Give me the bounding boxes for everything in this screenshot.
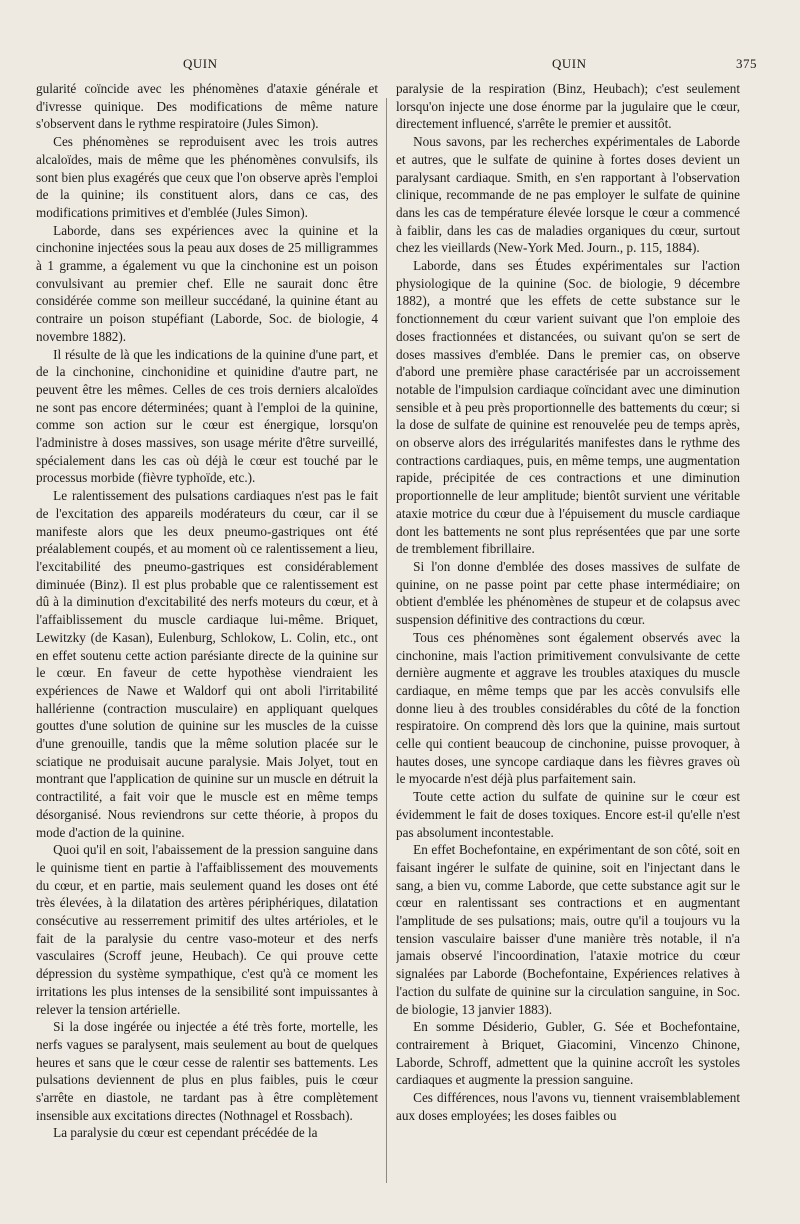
paragraph: Si l'on donne d'emblée des doses massives de sulfate de quinine, on ne passe point par cette phase intermédiaire; on obtient d'emblée les phénomènes de stupeur et de colapsus avec suspension définitive des contractions du cœur. [396, 558, 740, 628]
paragraph: Quoi qu'il en soit, l'abaissement de la pression sanguine dans le quinisme tient en partie à l'affaiblissement des mouvements du cœur, et en partie, mais seulement quand les doses ont été très élevées, à la dilatation des artères périphériques, dilatation consécutive au resserrement primitif des ultes artérioles, et le fait de la paralysie du centre vaso-moteur et des nerfs vasculaires (Scroff jeune, Heubach). Ce qui prouve cette dépression du système sympathique, c'est qu'à ce moment les irritations les plus intenses de la sensibilité sont impuissantes à relever la tension artérielle. [36, 842, 378, 1017]
paragraph: En somme Désiderio, Gubler, G. Sée et Bochefontaine, contrairement à Briquet, Giacomini, Vincenzo Chinone, Laborde, Schroff, admettent que la quinine accroît les systoles cardiaques et augmente la pression sanguine. [396, 1019, 740, 1088]
paragraph: gularité coïncide avec les phénomènes d'ataxie générale et d'ivresse quinique. Des modifications de même nature s'observent dans le rythme respiratoire (Jules Simon). [36, 81, 378, 132]
paragraph: Il résulte de là que les indications de la quinine d'une part, et de la cinchonine, cinchonidine et quinidine d'autre part, ne peuvent être les mêmes. Celles de ces trois derniers alcaloïdes ne sont pas encore déterminées; quant à l'emploi de la quinine, comme son action sur le cœur est énergique, lorsqu'on l'administre à doses massives, son usage mérite d'être surveillé, spécialement dans les cas où déjà le cœur est touché par le processus morbide (fièvre typhoïde, etc.). [36, 346, 378, 486]
paragraph: Toute cette action du sulfate de quinine sur le cœur est évidemment le fait de doses toxiques. Encore est-il qu'elle n'est pas absolument incontestable. [396, 789, 740, 840]
running-head [0, 56, 800, 76]
paragraph: paralysie de la respiration (Binz, Heubach); c'est seulement lorsqu'on injecte une dose énorme par la jugulaire que le cœur, directement influencé, s'arrête le premier et aussitôt. [396, 81, 740, 132]
paragraph: Ces phénomènes se reproduisent avec les trois autres alcaloïdes, mais de même que les phénomènes convulsifs, ils sont bien plus exagérés que ceux que l'on observe après l'emploi de la quinine; ils constituent alors, dans ce cas, des modifications primitives et d'emblée (Jules Simon). [36, 134, 378, 220]
page-number: 375 [736, 56, 757, 71]
running-title-left: QUIN [183, 56, 218, 71]
paragraph: Laborde, dans ses Études expérimentales sur l'action physiologique de la quinine (Soc. de biologie, 9 décembre 1882), a montré que les effets de cette substance sur le fonctionnement du cœur varient suivant que l'on emploie des doses fractionnées et distancées, ou suivant qu'on se sert de doses massives d'emblée. Dans le premier cas, on observe d'abord une première phase caractérisée par un accroissement notable de l'impulsion cardiaque coïncidant avec une diminution sensible et à peu près proportionnelle des battements du cœur; si la dose de sulfate de quinine est renouvelée peu de temps après, on observe alors des irrégularités manifestes dans le rythme des contractions cardiaques, puis, en même temps, une augmentation rapide, précipitée de ces contractions et une diminution proportionnelle de leur amplitude; bientôt survient une véritable ataxie motrice du cœur due à l'épuisement du muscle cardiaque dont les battements ne sont plus représentées que par une sorte de tremblement fibrillaire. [396, 258, 740, 557]
paragraph: Ces différences, nous l'avons vu, tiennent vraisemblablement aux doses employées; les doses faibles ou [396, 1090, 740, 1123]
column-divider [386, 98, 387, 1183]
paragraph: La paralysie du cœur est cependant précédée de la [53, 1125, 318, 1141]
paragraph: Nous savons, par les recherches expérimentales de Laborde et autres, que le sulfate de quinine à fortes doses devient un paralysant cardiaque. Smith, en s'en rapportant à l'observation clinique, recommande de ne pas employer le sulfate de quinine dans les cas de température élevée lorsque le cœur a commencé à faiblir, dans les cas de maladies organiques du cœur, surtout chez les vieillards (New-York Med. Journ., p. 115, 1884). [396, 134, 740, 256]
paragraph: Si la dose ingérée ou injectée a été très forte, mortelle, les nerfs vagues se paralysent, mais seulement au bout de quelques heures et sans que le cœur cesse de ralentir ses battements. Les pulsations deviennent de plus en plus faibles, puis le cœur s'arrête en diastole, ne tardant pas à être complètement insensible aux excitations directes (Nothnagel et Rossbach). [36, 1019, 378, 1123]
left-column [36, 80, 378, 1184]
paragraph: En effet Bochefontaine, en expérimentant de son côté, soit en faisant ingérer le sulfate de quinine, soit en l'injectant dans le sang, a bien vu, comme Laborde, que cette substance agit sur le cœur en ralentissant ses contractions et en augmentant l'amplitude de ses pulsations; mais, outre qu'il a toujours vu la tension vasculaire baisser d'une manière très notable, il n'a jamais observé l'incoordination, l'ataxie motrice du cœur signalées par Laborde (Bochefontaine, Expériences relatives à l'action du sulfate de quinine sur la circulation sanguine, in Soc. de biologie, 13 janvier 1883). [396, 842, 740, 1017]
right-column [396, 80, 740, 1184]
paragraph: Tous ces phénomènes sont également observés avec la cinchonine, mais l'action primitivement convulsivante de cette dernière augmente et aggrave les troubles ataxiques du muscle cardiaque, en même temps que par les accès convulsifs elle donne lieu à des troubles considérables du côté de la fonction respiratoire. On comprend dès lors que la quinine, mais surtout celle qui contient beaucoup de cinchonine, puisse provoquer, à hautes doses, une syncope cardiaque dans les fièvres graves où le myocarde n'est déjà plus parfaitement sain. [396, 629, 740, 787]
paragraph: Laborde, dans ses expériences avec la quinine et la cinchonine injectées sous la peau aux doses de 25 milligrammes à 1 gramme, a également vu que la cinchonine est un poison convulsivant au premier chef. Elle ne saurait donc être considérée comme son meilleur succédané, la quinine étant au contraire un poison stupéfiant (Laborde, Soc. de biologie, 4 novembre 1882). [36, 222, 378, 344]
paragraph: Le ralentissement des pulsations cardiaques n'est pas le fait de l'excitation des appareils modérateurs du cœur, car il se manifeste alors que les deux pneumo-gastriques ont été préalablement coupés, et au moment où ce ralentissement a lieu, l'excitabilité des pneumo-gastriques est considérablement diminuée (Binz). Il est plus probable que ce ralentissement est dû à la diminution d'excitabilité des nerfs moteurs du cœur, et à l'affaiblissement du muscle cardiaque lui-même. Briquet, Lewitzky (de Kasan), Eulenburg, Schlokow, L. Colin, etc., ont en effet soutenu cette action parésiante directe de la quinine sur le cœur. En faveur de cette hypothèse viendraient les expériences de Nawe et Waldorf qui ont aboli l'irritabilité hallérienne (contraction musculaire) en appliquant quelques gouttes d'une solution de quinine sur les muscles de la cuisse d'une grenouille, tandis que la même solution placée sur le sciatique ne produisait aucune paralysie. Mais Jolyet, tout en montrant que l'application de quinine sur un muscle en détruit la contractilité, a fait voir que le muscle est en même temps désorganisé. Nous reviendrons sur cette théorie, à propos du mode d'action de la quinine. [36, 488, 378, 840]
running-title-right: QUIN [552, 56, 587, 71]
